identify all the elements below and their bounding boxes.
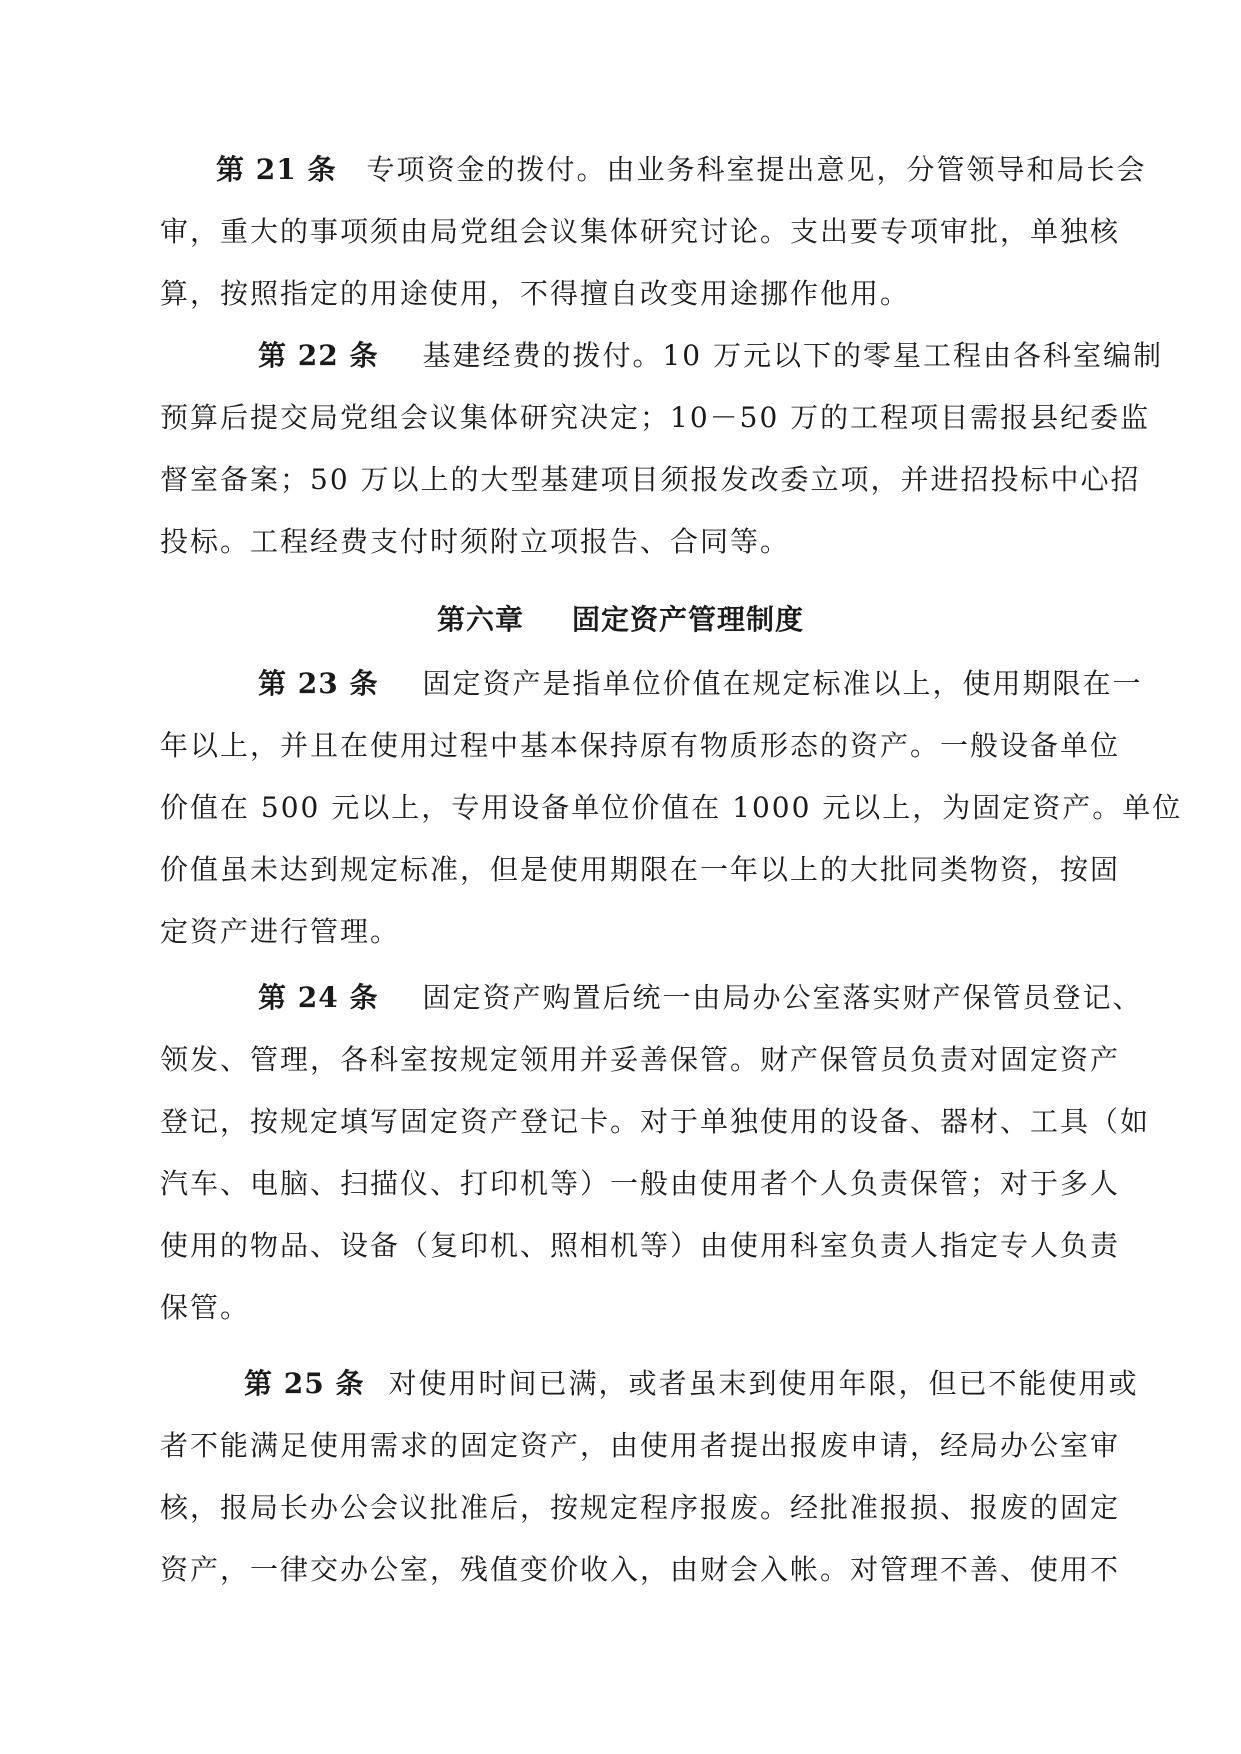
article-24-line: 领发、管理，各科室按规定领用并妥善保管。财产保管员负责对固定资产 <box>160 1043 1121 1076</box>
chapter-title: 固定资产管理制度 <box>572 603 805 636</box>
article-24-line: 登记，按规定填写固定资产登记卡。对于单独使用的设备、器材、工具（如 <box>160 1105 1151 1138</box>
article-22-line: 预算后提交局党组会议集体研究决定；10－50 万的工程项目需报县纪委监 <box>160 401 1151 434</box>
article-25-line: 资产，一律交办公室，残值变价收入，由财会入帐。对管理不善、使用不 <box>160 1553 1121 1586</box>
article-24-line: 保管。 <box>160 1291 251 1324</box>
article-25-label: 第 25 条 <box>244 1367 365 1400</box>
article-24-line: 使用的物品、设备（复印机、照相机等）由使用科室负责人指定专人负责 <box>160 1229 1121 1262</box>
article-25-line: 者不能满足使用需求的固定资产，由使用者提出报废申请，经局办公室审 <box>160 1429 1121 1462</box>
article-22-line: 督室备案；50 万以上的大型基建项目须报发改委立项，并进招投标中心招 <box>160 463 1141 496</box>
article-24-line: 汽车、电脑、扫描仪、打印机等）一般由使用者个人负责保管；对于多人 <box>160 1167 1121 1200</box>
article-21-text: 专项资金的拨付。由业务科室提出意见，分管领导和局长会 <box>366 153 1147 186</box>
chapter-heading <box>0 600 1241 640</box>
article-23-line: 价值在 500 元以上，专用设备单位价值在 1000 元以上，为固定资产。单位 <box>160 791 1183 824</box>
article-22-line: 投标。工程经费支付时须附立项报告、合同等。 <box>160 525 791 558</box>
article-21-line: 审，重大的事项须由局党组会议集体研究讨论。支出要专项审批，单独核 <box>160 215 1121 248</box>
article-23-line: 年以上，并且在使用过程中基本保持原有物质形态的资产。一般设备单位 <box>160 729 1121 762</box>
article-24-label: 第 24 条 <box>258 981 379 1014</box>
article-23-first-line <box>258 664 1142 704</box>
article-22-text: 基建经费的拨付。10 万元以下的零星工程由各科室编制 <box>422 339 1164 372</box>
article-22-first-line <box>258 336 1163 376</box>
article-25-text: 对使用时间已满，或者虽末到使用年限，但已不能使用或 <box>388 1367 1139 1400</box>
article-24-text: 固定资产购置后统一由局办公室落实财产保管员登记、 <box>422 981 1143 1014</box>
article-25-first-line <box>244 1364 1138 1404</box>
article-21-label: 第 21 条 <box>216 153 337 186</box>
article-23-line: 定资产进行管理。 <box>160 915 401 948</box>
article-22-label: 第 22 条 <box>258 339 379 372</box>
article-23-label: 第 23 条 <box>258 667 379 700</box>
article-23-line: 价值虽未达到规定标准，但是使用期限在一年以上的大批同类物资，按固 <box>160 853 1121 886</box>
chapter-number: 第六章 <box>436 603 524 636</box>
article-21-first-line <box>216 150 1146 190</box>
article-21-line: 算，按照指定的用途使用，不得擅自改变用途挪作他用。 <box>160 277 911 310</box>
article-24-first-line <box>258 978 1142 1018</box>
article-25-line: 核，报局长办公会议批准后，按规定程序报废。经批准报损、报废的固定 <box>160 1491 1121 1524</box>
article-23-text: 固定资产是指单位价值在规定标准以上，使用期限在一 <box>422 667 1143 700</box>
